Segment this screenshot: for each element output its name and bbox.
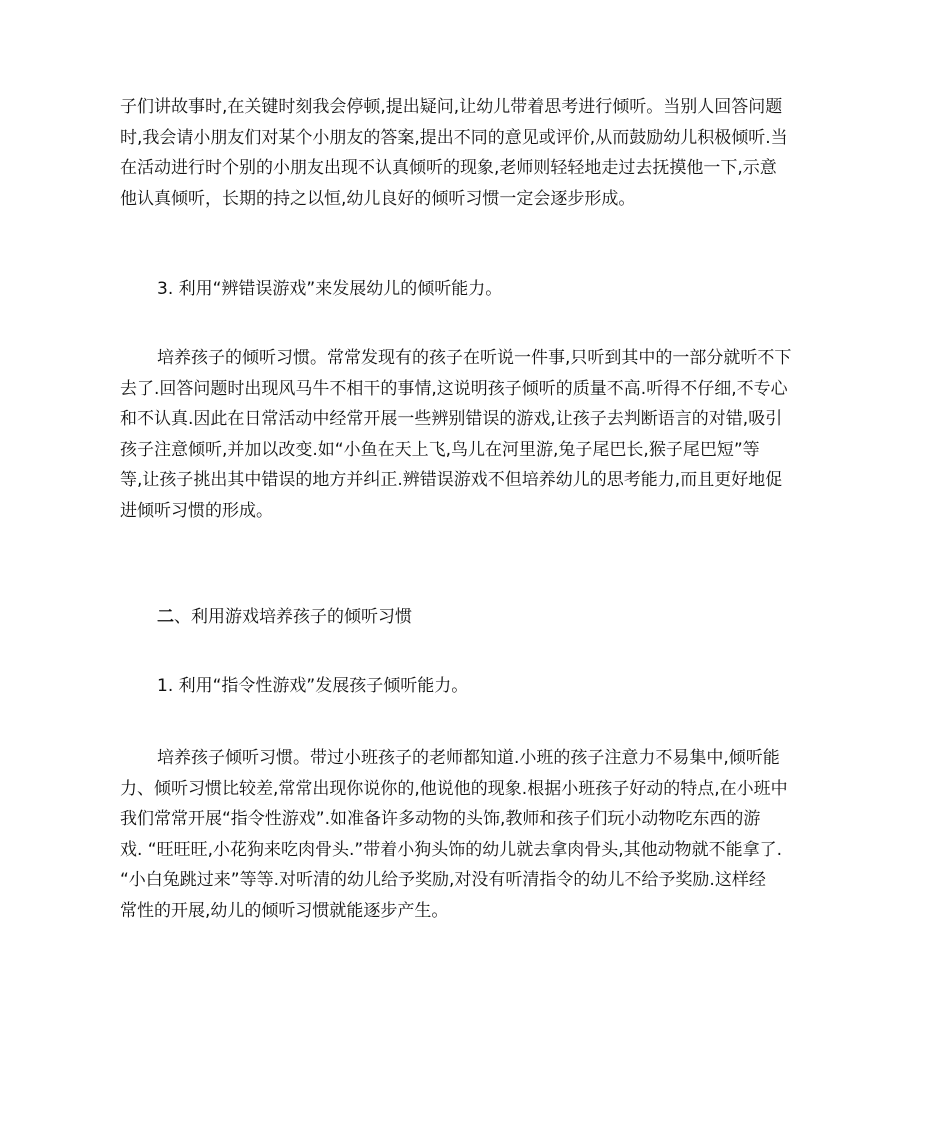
paragraph-line: 他认真倾听，长期的持之以恒,幼儿良好的倾听习惯一定会逐步形成。 xyxy=(120,188,636,209)
paragraph-line: 等,让孩子挑出其中错误的地方并纠正.辨错误游戏不但培养幼儿的思考能力,而且更好地促 xyxy=(120,470,783,491)
paragraph-line: 培养孩子的倾听习惯。常常发现有的孩子在听说一件事,只听到其中的一部分就听不下 xyxy=(157,348,792,368)
paragraph-line: 培养孩子倾听习惯。带过小班孩子的老师都知道.小班的孩子注意力不易集中,倾听能 xyxy=(157,748,780,768)
section-number: 二 xyxy=(157,607,174,627)
paragraph-line: 戏. “旺旺旺,小花狗来吃肉骨头.”带着小狗头饰的幼儿就去拿肉骨头,其他动物就不能拿了. xyxy=(120,839,783,860)
paragraph-3 xyxy=(120,743,836,927)
paragraph-line: 时,我会请小朋友们对某个小朋友的答案,提出不同的意见或评价,从而鼓励幼儿积极倾听.当 xyxy=(120,127,788,148)
paragraph-line: “小白兔跳过来”等等.对听清的幼儿给予奖励,对没有听清指令的幼儿不给予奖励.这样经 xyxy=(120,870,766,891)
paragraph-line: 常性的开展,幼儿的倾听习惯就能逐步产生。 xyxy=(120,900,449,921)
paragraph-line: 子们讲故事时,在关键时刻我会停顿,提出疑问,让幼儿带着思考进行倾听。当别人回答问题 xyxy=(120,97,783,117)
paragraph-line: 去了.回答问题时出现风马牛不相干的事情,这说明孩子倾听的质量不高.听得不仔细,不专心 xyxy=(120,378,788,399)
paragraph-line: 孩子注意倾听,并加以改变.如“小鱼在天上飞,鸟儿在河里游,兔子尾巴长,猴子尾巴短”等 xyxy=(120,439,760,460)
paragraph-2 xyxy=(120,343,836,527)
paragraph-line: 在活动进行时个别的小朋友出现不认真倾听的现象,老师则轻轻地走过去抚摸他一下,示意 xyxy=(120,158,777,179)
subheading-1: 1. 利用“指令性游戏”发展孩子倾听能力。 xyxy=(157,676,469,696)
subheading-3: 3. 利用“辨错误游戏”来发展幼儿的倾听能力。 xyxy=(157,279,503,299)
paragraph-line: 力、倾听习惯比较差,常常出现你说你的,他说他的现象.根据小班孩子好动的特点,在小班中 xyxy=(120,778,788,799)
paragraph-line: 进倾听习惯的形成。 xyxy=(120,500,273,521)
section-title: 、利用游戏培养孩子的倾听习惯 xyxy=(174,607,412,627)
paragraph-1 xyxy=(120,92,836,214)
section-heading xyxy=(157,602,412,632)
paragraph-line: 和不认真.因此在日常活动中经常开展一些辨别错误的游戏,让孩子去判断语言的对错,吸引 xyxy=(120,409,783,430)
paragraph-line: 我们常常开展“指令性游戏”.如准备许多动物的头饰,教师和孩子们玩小动物吃东西的游 xyxy=(120,809,761,830)
